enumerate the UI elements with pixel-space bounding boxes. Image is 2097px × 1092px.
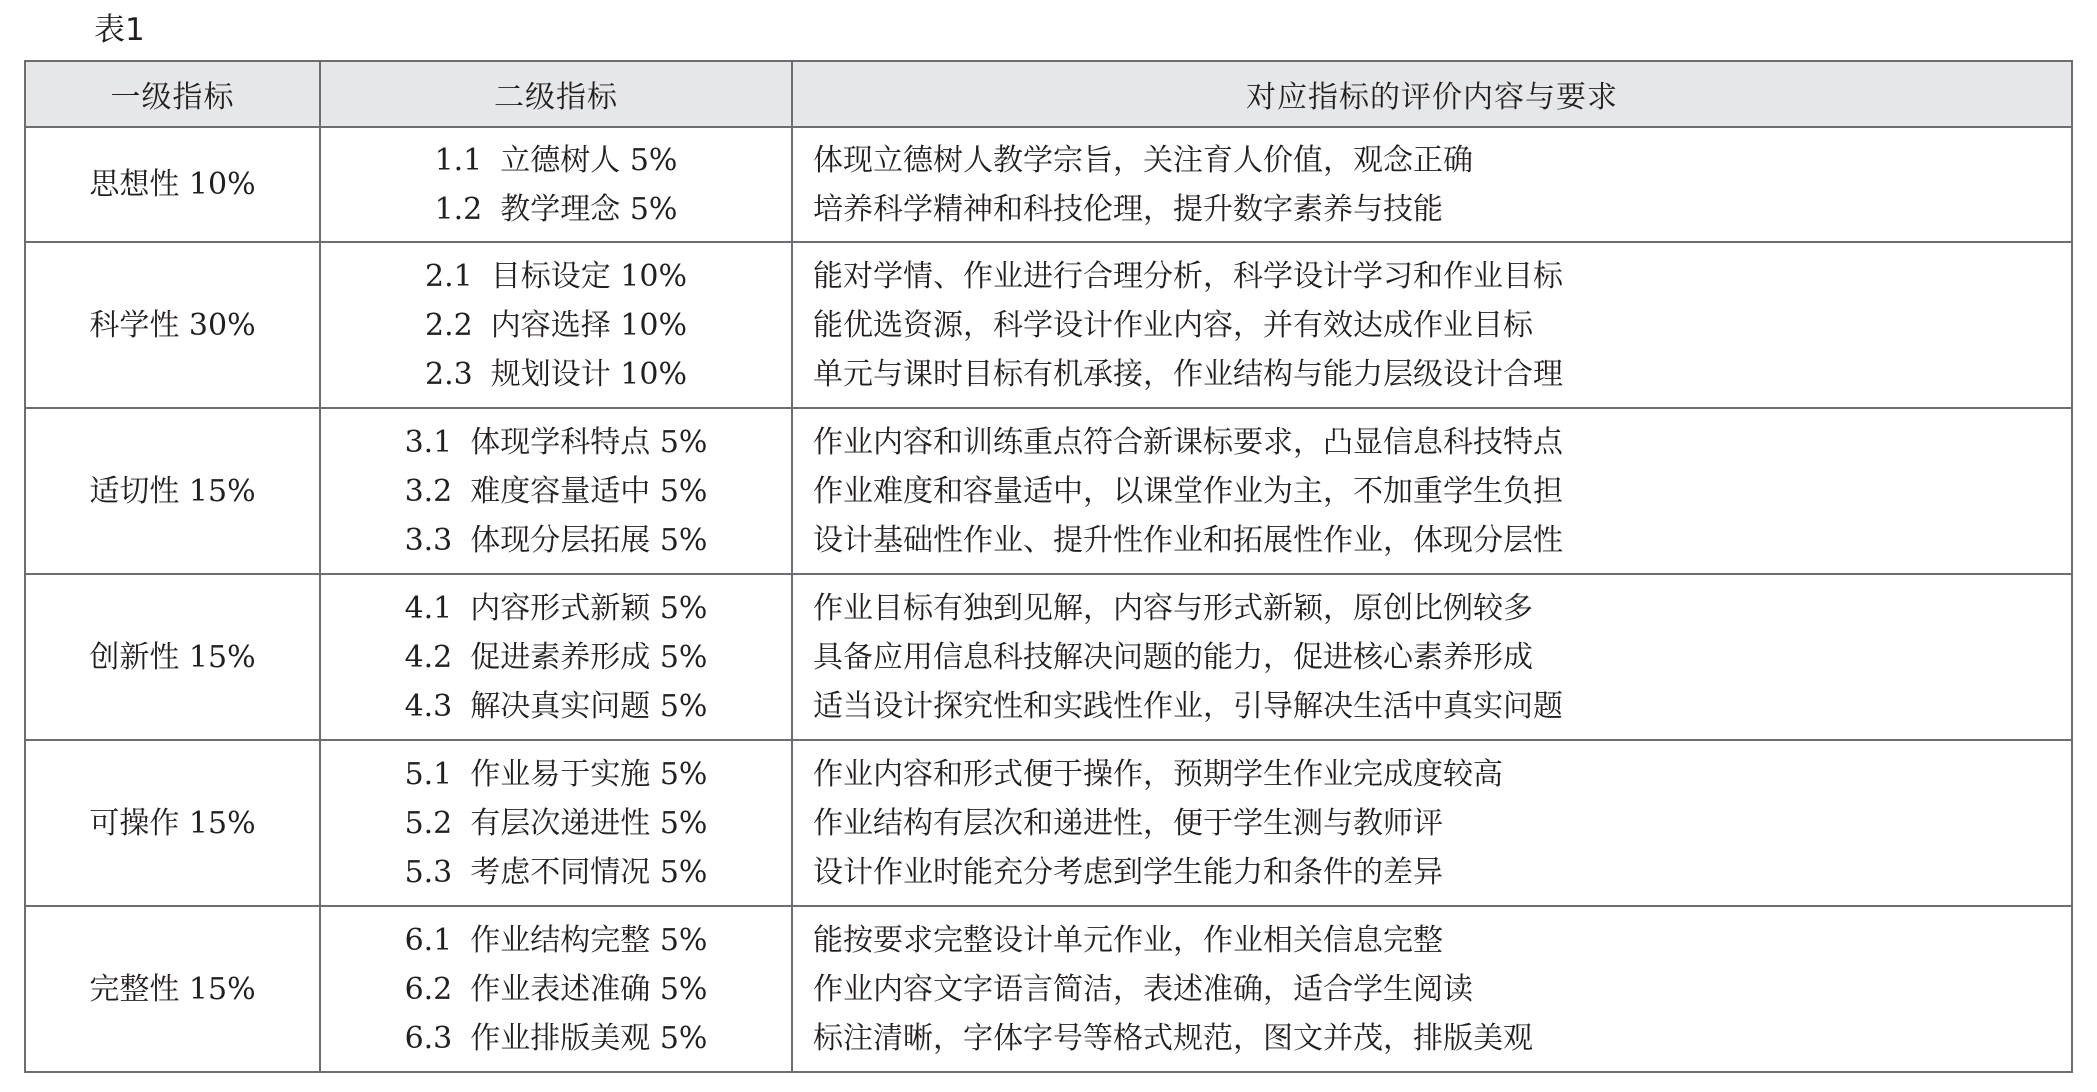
secondary-item-number: 5.1 xyxy=(404,756,453,792)
secondary-item xyxy=(321,467,791,516)
secondary-item-number: 1.1 xyxy=(434,142,483,178)
table-row xyxy=(25,740,2072,906)
secondary-item xyxy=(321,799,791,848)
table-row xyxy=(25,574,2072,740)
secondary-item-number: 3.2 xyxy=(404,473,453,509)
requirement-line: 能按要求完整设计单元作业，作业相关信息完整 xyxy=(813,922,1443,958)
secondary-item xyxy=(321,252,791,301)
secondary-item-number: 3.3 xyxy=(404,522,453,558)
secondary-item-number: 4.2 xyxy=(404,639,453,675)
header-secondary-indicator: 二级指标 xyxy=(320,61,792,127)
secondary-item-name: 作业结构完整 5% xyxy=(470,922,708,958)
primary-indicator: 完整性 15% xyxy=(89,971,256,1007)
secondary-indicator-cell xyxy=(320,740,792,906)
table-row xyxy=(25,408,2072,574)
table-header xyxy=(25,61,2072,127)
secondary-item-number: 2.3 xyxy=(425,356,473,392)
secondary-item xyxy=(321,965,791,1014)
secondary-item xyxy=(321,750,791,799)
requirement-line: 适当设计探究性和实践性作业，引导解决生活中真实问题 xyxy=(813,688,1563,724)
table-row xyxy=(25,906,2072,1072)
secondary-item-number: 4.1 xyxy=(404,590,453,626)
requirement-line: 能对学情、作业进行合理分析，科学设计学习和作业目标 xyxy=(813,258,1563,294)
secondary-item-name: 作业表述准确 5% xyxy=(470,971,708,1007)
secondary-indicator-cell xyxy=(320,408,792,574)
primary-indicator: 思想性 10% xyxy=(89,167,256,202)
primary-indicator-cell xyxy=(25,574,320,740)
secondary-item-name: 目标设定 10% xyxy=(490,258,687,294)
secondary-item xyxy=(321,136,791,185)
requirement-cell xyxy=(792,906,2072,1072)
secondary-item-name: 体现分层拓展 5% xyxy=(470,522,708,558)
requirement-line: 作业目标有独到见解，内容与形式新颖，原创比例较多 xyxy=(813,590,1533,626)
secondary-item xyxy=(321,584,791,633)
secondary-item-name: 解决真实问题 5% xyxy=(470,688,708,724)
secondary-item xyxy=(321,682,791,731)
secondary-item-number: 6.3 xyxy=(404,1020,453,1056)
requirement-line: 能优选资源，科学设计作业内容，并有效达成作业目标 xyxy=(813,307,1533,343)
requirement-line: 体现立德树人教学宗旨，关注育人价值，观念正确 xyxy=(813,142,1473,178)
secondary-item-number: 4.3 xyxy=(404,688,453,724)
secondary-indicator-cell xyxy=(320,906,792,1072)
secondary-item xyxy=(321,185,791,234)
secondary-item-number: 5.3 xyxy=(404,854,453,890)
header-primary-indicator: 一级指标 xyxy=(25,61,320,127)
secondary-item-number: 2.2 xyxy=(425,307,473,343)
primary-indicator-cell xyxy=(25,127,320,242)
requirement-line: 作业结构有层次和递进性，便于学生测与教师评 xyxy=(813,805,1443,841)
requirement-cell xyxy=(792,574,2072,740)
primary-indicator-cell xyxy=(25,408,320,574)
secondary-item xyxy=(321,848,791,897)
secondary-item xyxy=(321,1014,791,1063)
secondary-item xyxy=(321,418,791,467)
header-requirement: 对应指标的评价内容与要求 xyxy=(792,61,2072,127)
secondary-item-number: 1.2 xyxy=(434,191,483,227)
primary-indicator: 可操作 15% xyxy=(89,805,256,841)
secondary-item xyxy=(321,916,791,965)
primary-indicator: 适切性 15% xyxy=(89,473,256,509)
requirement-cell xyxy=(792,740,2072,906)
requirement-cell xyxy=(792,242,2072,408)
requirement-cell xyxy=(792,127,2072,242)
primary-indicator-cell xyxy=(25,740,320,906)
secondary-item-name: 作业排版美观 5% xyxy=(470,1020,708,1056)
secondary-item-number: 2.1 xyxy=(425,258,473,294)
requirement-line: 设计作业时能充分考虑到学生能力和条件的差异 xyxy=(813,854,1443,890)
primary-indicator-cell xyxy=(25,906,320,1072)
secondary-item-name: 内容选择 10% xyxy=(490,307,687,343)
primary-indicator: 创新性 15% xyxy=(89,639,256,675)
secondary-indicator-cell xyxy=(320,127,792,242)
secondary-item xyxy=(321,350,791,399)
requirement-line: 作业难度和容量适中，以课堂作业为主，不加重学生负担 xyxy=(813,473,1563,509)
secondary-item xyxy=(321,516,791,565)
evaluation-table xyxy=(24,60,2073,1073)
secondary-item-number: 6.1 xyxy=(404,922,453,958)
requirement-cell xyxy=(792,408,2072,574)
table-caption: 表1 xyxy=(94,12,145,48)
secondary-item-number: 3.1 xyxy=(404,424,453,460)
primary-indicator-cell xyxy=(25,242,320,408)
secondary-item-name: 考虑不同情况 5% xyxy=(470,854,708,890)
secondary-indicator-cell xyxy=(320,242,792,408)
secondary-item xyxy=(321,633,791,682)
secondary-item-name: 作业易于实施 5% xyxy=(470,756,708,792)
secondary-item xyxy=(321,301,791,350)
secondary-item-number: 6.2 xyxy=(404,971,453,1007)
secondary-item-name: 内容形式新颖 5% xyxy=(470,590,708,626)
secondary-item-name: 体现学科特点 5% xyxy=(470,424,708,460)
secondary-item-number: 5.2 xyxy=(404,805,453,841)
secondary-item-name: 难度容量适中 5% xyxy=(470,473,708,509)
header-row xyxy=(25,61,2072,127)
requirement-line: 标注清晰，字体字号等格式规范，图文并茂，排版美观 xyxy=(813,1020,1533,1056)
secondary-item-name: 促进素养形成 5% xyxy=(470,639,708,675)
requirement-line: 作业内容和形式便于操作，预期学生作业完成度较高 xyxy=(813,756,1503,792)
requirement-line: 培养科学精神和科技伦理，提升数字素养与技能 xyxy=(813,191,1443,227)
table-row xyxy=(25,242,2072,408)
requirement-line: 单元与课时目标有机承接，作业结构与能力层级设计合理 xyxy=(813,356,1563,392)
secondary-item-name: 规划设计 10% xyxy=(490,356,687,392)
requirement-line: 设计基础性作业、提升性作业和拓展性作业，体现分层性 xyxy=(813,522,1563,558)
secondary-item-name: 有层次递进性 5% xyxy=(470,805,708,841)
table-row xyxy=(25,127,2072,242)
requirement-line: 作业内容文字语言简洁，表述准确，适合学生阅读 xyxy=(813,971,1473,1007)
secondary-item-name: 立德树人 5% xyxy=(500,142,678,178)
secondary-indicator-cell xyxy=(320,574,792,740)
primary-indicator: 科学性 30% xyxy=(89,307,256,343)
requirement-line: 具备应用信息科技解决问题的能力，促进核心素养形成 xyxy=(813,639,1533,675)
requirement-line: 作业内容和训练重点符合新课标要求，凸显信息科技特点 xyxy=(813,424,1563,460)
secondary-item-name: 教学理念 5% xyxy=(500,191,678,227)
table-body xyxy=(25,127,2072,1072)
